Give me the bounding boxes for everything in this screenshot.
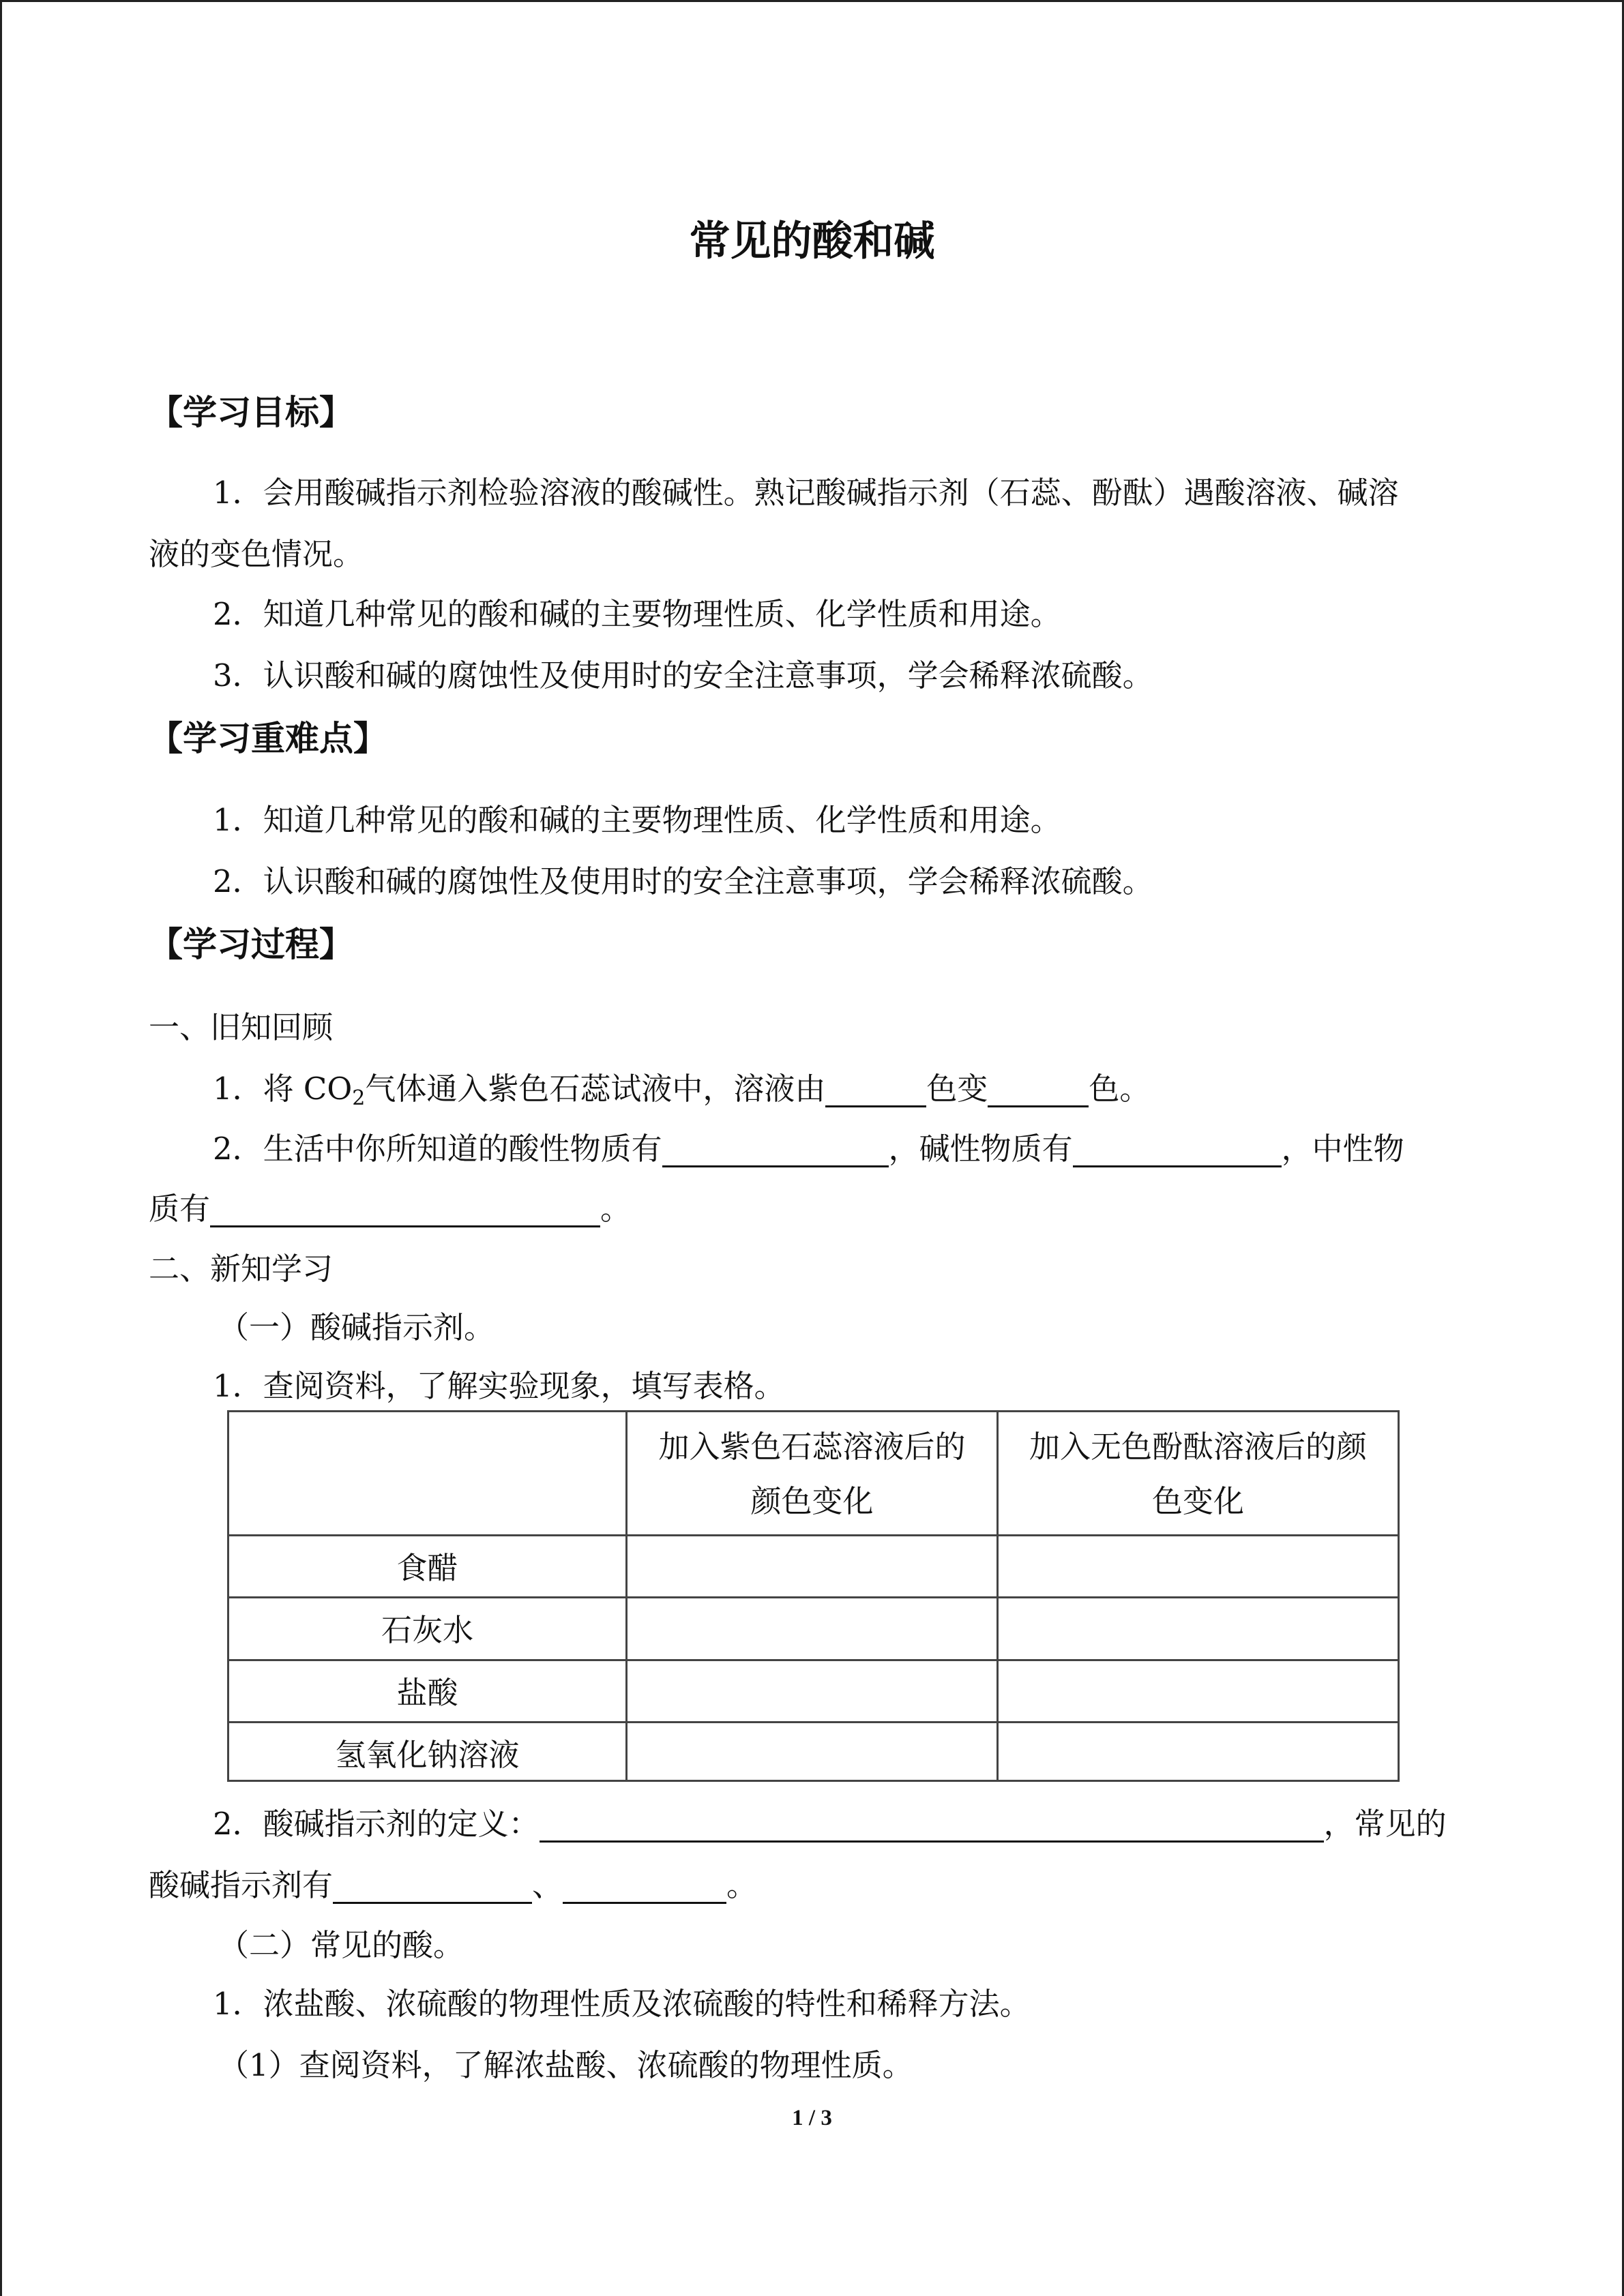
iq2-text-a: 2．酸碱指示剂的定义： xyxy=(213,1806,540,1842)
q1-text-c: 色变 xyxy=(926,1071,988,1107)
q2-text-a: 2．生活中你所知道的酸性物质有 xyxy=(213,1131,662,1167)
table-cell-input[interactable] xyxy=(999,1661,1398,1721)
q1-text-d: 色。 xyxy=(1089,1071,1151,1107)
indicator-question-2 xyxy=(213,1803,1447,1845)
q2-blank-base[interactable] xyxy=(1073,1134,1282,1167)
table-cell-input[interactable] xyxy=(628,1598,996,1659)
q1-text-b: 气体通入紫色石蕊试液中，溶液由 xyxy=(365,1071,826,1107)
review-question-2 xyxy=(213,1128,1404,1170)
table-header-litmus xyxy=(628,1412,996,1534)
q2-text-d: 质有 xyxy=(149,1191,211,1227)
q1-blank-2[interactable] xyxy=(988,1074,1089,1107)
new-learning-title: 二、新知学习 xyxy=(149,1251,334,1287)
table-cell-input[interactable] xyxy=(628,1536,996,1596)
acid-question-1: 1．浓盐酸、浓硫酸的物理性质及浓硫酸的特性和稀释方法。 xyxy=(213,1986,1031,2022)
iq2-text-d: 、 xyxy=(532,1867,563,1903)
q2-text-e: 。 xyxy=(600,1191,632,1227)
process-heading: 【学习过程】 xyxy=(149,925,353,964)
iq2-blank-2[interactable] xyxy=(563,1870,726,1904)
table-header-phenolphthalein-line2: 色变化 xyxy=(1151,1483,1244,1519)
indicator-title: （一）酸碱指示剂。 xyxy=(218,1309,495,1345)
table-cell-input[interactable] xyxy=(999,1536,1398,1596)
acid-title: （二）常见的酸。 xyxy=(218,1927,464,1963)
goal-item-1-cont: 液的变色情况。 xyxy=(149,536,364,572)
iq2-blank-1[interactable] xyxy=(333,1870,532,1904)
table-row-label: 石灰水 xyxy=(381,1612,473,1648)
goal-item-1: 1．会用酸碱指示剂检验溶液的酸碱性。熟记酸碱指示剂（石蕊、酚酞）遇酸溶液、碱溶 xyxy=(213,475,1399,511)
q2-text-c: ，中性物 xyxy=(1281,1131,1404,1167)
indicator-question-1: 1．查阅资料，了解实验现象，填写表格。 xyxy=(213,1368,785,1404)
page-title: 常见的酸和碱 xyxy=(689,218,935,265)
acid-question-1-1: （1）查阅资料，了解浓盐酸、浓硫酸的物理性质。 xyxy=(218,2047,913,2083)
page-border-left xyxy=(0,0,2,2296)
table-header-litmus-line1: 加入紫色石蕊溶液后的 xyxy=(658,1429,966,1465)
indicator-table xyxy=(227,1410,1400,1782)
table-cell-input[interactable] xyxy=(999,1598,1398,1659)
table-cell-input[interactable] xyxy=(628,1723,996,1782)
indicator-question-2-cont xyxy=(149,1864,757,1907)
iq2-blank-definition[interactable] xyxy=(540,1809,1324,1843)
table-cell-input[interactable] xyxy=(628,1661,996,1721)
table-header-blank xyxy=(229,1412,625,1534)
key-point-item-1: 1．知道几种常见的酸和碱的主要物理性质、化学性质和用途。 xyxy=(213,802,1061,838)
q2-text-b: ，碱性物质有 xyxy=(888,1131,1073,1167)
review-title: 一、旧知回顾 xyxy=(149,1009,334,1045)
goal-item-3: 3．认识酸和碱的腐蚀性及使用时的安全注意事项，学会稀释浓硫酸。 xyxy=(213,657,1153,694)
iq2-text-c: 酸碱指示剂有 xyxy=(149,1867,334,1903)
q1-subscript: 2 xyxy=(352,1086,366,1110)
q2-blank-neutral[interactable] xyxy=(210,1194,600,1227)
goal-item-2: 2．知道几种常见的酸和碱的主要物理性质、化学性质和用途。 xyxy=(213,596,1061,632)
table-header-phenolphthalein-line1: 加入无色酚酞溶液后的颜 xyxy=(1029,1429,1367,1465)
q1-blank-1[interactable] xyxy=(825,1074,926,1107)
review-question-2-cont xyxy=(149,1188,631,1230)
table-row-label: 食醋 xyxy=(396,1550,458,1586)
table-cell-input[interactable] xyxy=(999,1723,1398,1782)
page-number: 1 / 3 xyxy=(792,2106,832,2130)
review-question-1 xyxy=(213,1068,1150,1110)
goals-heading: 【学习目标】 xyxy=(149,393,353,432)
key-points-heading: 【学习重难点】 xyxy=(149,719,387,758)
iq2-text-b: ，常见的 xyxy=(1323,1806,1447,1842)
page-border-top xyxy=(0,0,1624,2)
table-row-label: 盐酸 xyxy=(396,1675,458,1711)
table-row-label: 氢氧化钠溶液 xyxy=(335,1737,520,1773)
q2-blank-acid[interactable] xyxy=(662,1134,889,1167)
key-point-item-2: 2．认识酸和碱的腐蚀性及使用时的安全注意事项，学会稀释浓硫酸。 xyxy=(213,863,1153,899)
table-header-phenolphthalein xyxy=(999,1412,1398,1534)
table-header-litmus-line2: 颜色变化 xyxy=(750,1483,874,1519)
iq2-text-e: 。 xyxy=(726,1867,758,1903)
q1-text-a: 1．将 CO xyxy=(213,1071,353,1107)
